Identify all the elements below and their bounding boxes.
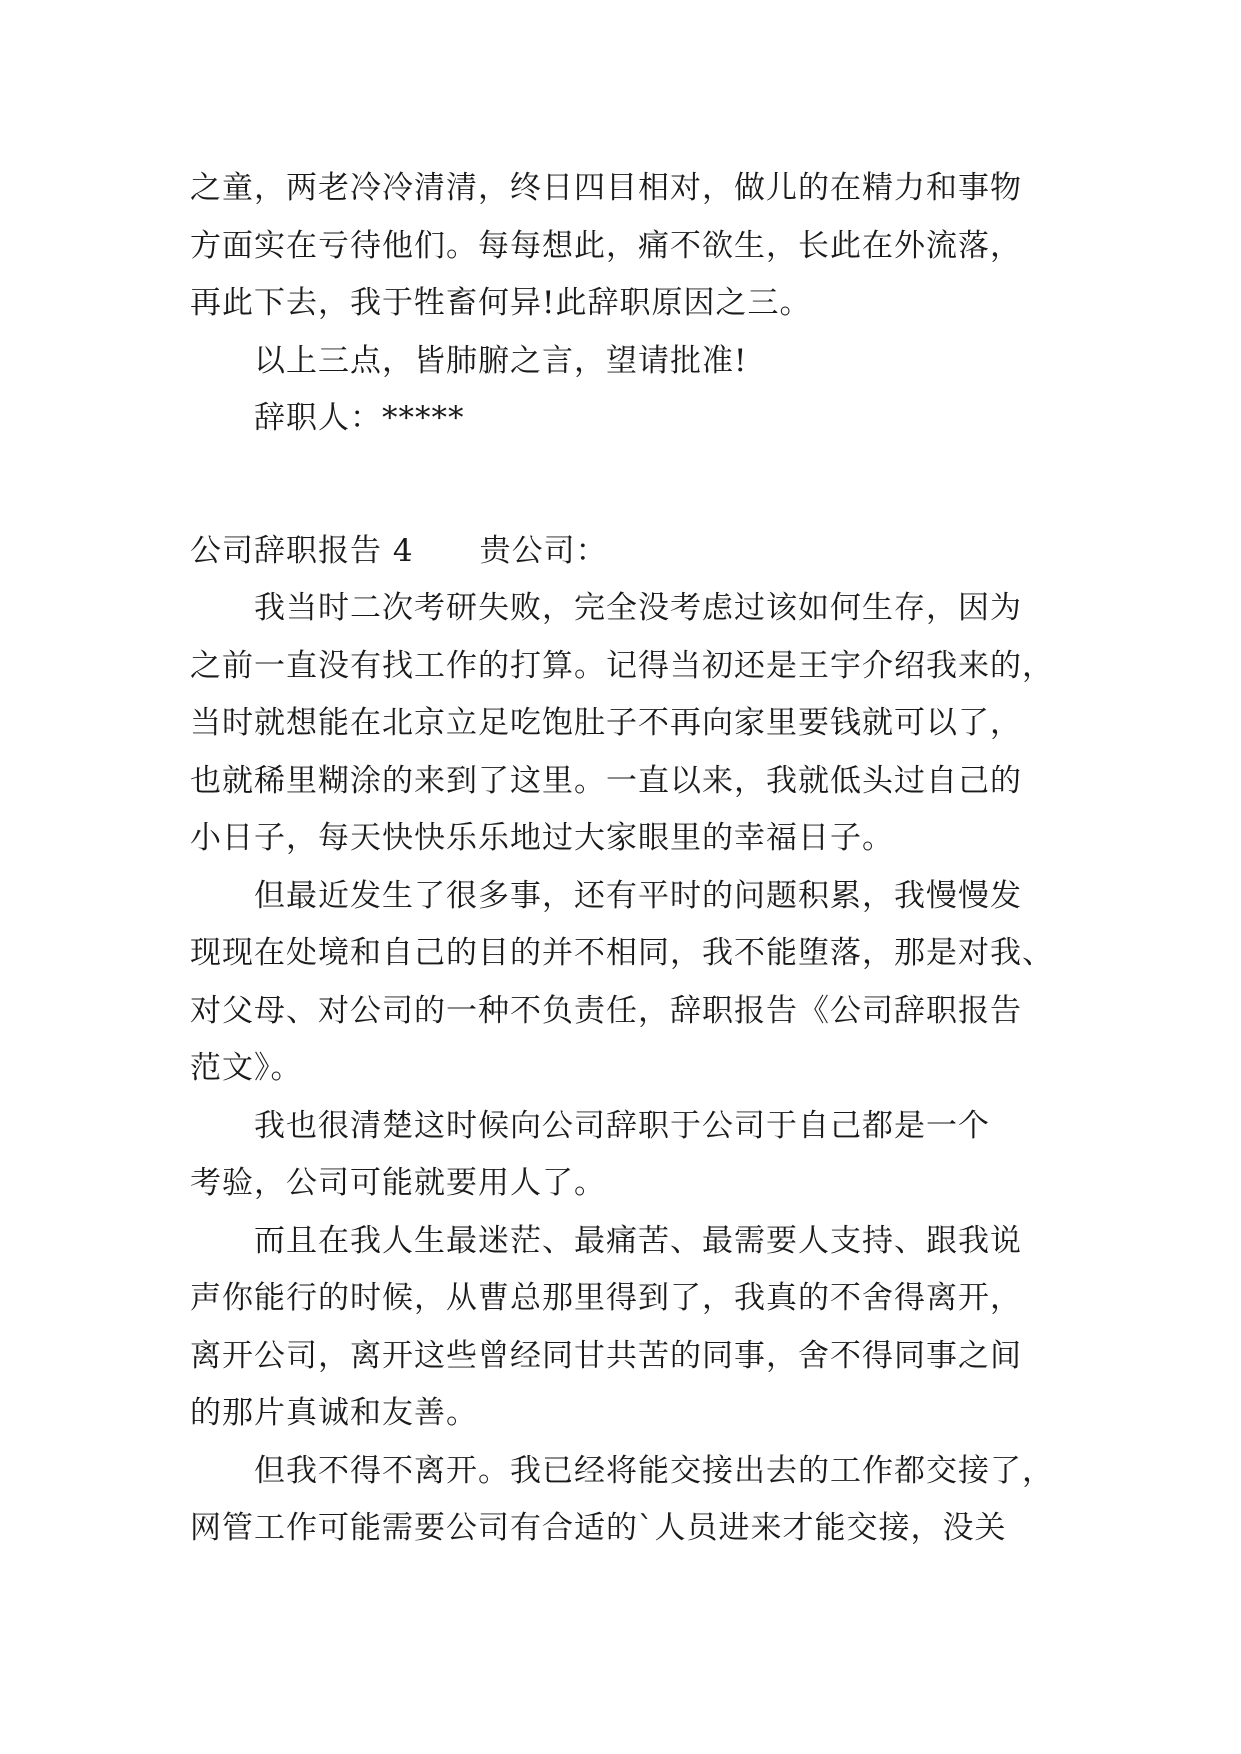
section-gap: [190, 448, 1070, 523]
document-body: [190, 160, 1070, 1558]
paragraph: [190, 1443, 1070, 1558]
paragraph: [190, 1213, 1070, 1443]
text-line: 方面实在亏待他们。每每想此，痛不欲生，长此在外流落，: [190, 227, 1022, 264]
text-line: 之前一直没有找工作的打算。记得当初还是王宇介绍我来的，: [190, 647, 1054, 684]
text-line: 小日子，每天快快乐乐地过大家眼里的幸福日子。: [190, 820, 894, 856]
paragraph: [190, 1098, 1070, 1213]
salutation: 贵公司：: [479, 532, 608, 569]
section-title: 公司辞职报告 4: [190, 532, 414, 569]
text-line: 我当时二次考研失败，完全没考虑过该如何生存，因为: [254, 590, 1022, 626]
text-line: 声你能行的时候，从曹总那里得到了，我真的不舍得离开，: [190, 1280, 1022, 1316]
text-line: 网管工作可能需要公司有合适的`人员进来才能交接，没关: [190, 1510, 1007, 1546]
closing-request: 以上三点，皆肺腑之言，望请批准!: [254, 342, 748, 379]
text-line: 现现在处境和自己的目的并不相同，我不能堕落，那是对我、: [190, 935, 1054, 971]
text-line: 的那片真诚和友善。: [190, 1395, 478, 1431]
text-line: 但我不得不离开。我已经将能交接出去的工作都交接了，: [254, 1452, 1054, 1489]
text-line: 离开公司，离开这些曾经同甘共苦的同事，舍不得同事之间: [190, 1337, 1022, 1374]
section-heading: [190, 523, 1070, 581]
text-line: 范文》。: [190, 1050, 303, 1086]
text-line: 而且在我人生最迷茫、最痛苦、最需要人支持、跟我说: [254, 1222, 1022, 1259]
text-line: 之童，两老冷冷清清，终日四目相对，做儿的在精力和事物: [190, 170, 1022, 206]
text-line: 也就稀里糊涂的来到了这里。一直以来，我就低头过自己的: [190, 762, 1022, 799]
text-line: 但最近发生了很多事，还有平时的问题积累，我慢慢发: [254, 877, 1022, 914]
text-line: 我也很清楚这时候向公司辞职于公司于自己都是一个: [254, 1107, 990, 1144]
text-line: 考验，公司可能就要用人了。: [190, 1165, 606, 1201]
text-line: 当时就想能在北京立足吃饱肚子不再向家里要钱就可以了，: [190, 705, 1022, 741]
text-line: 对父母、对公司的一种不负责任，辞职报告《公司辞职报告: [190, 992, 1022, 1029]
paragraph: [190, 868, 1070, 1098]
text-line: 再此下去，我于牲畜何异!此辞职原因之三。: [190, 285, 812, 321]
paragraph: [190, 580, 1070, 868]
signature: 辞职人：*****: [254, 400, 465, 436]
